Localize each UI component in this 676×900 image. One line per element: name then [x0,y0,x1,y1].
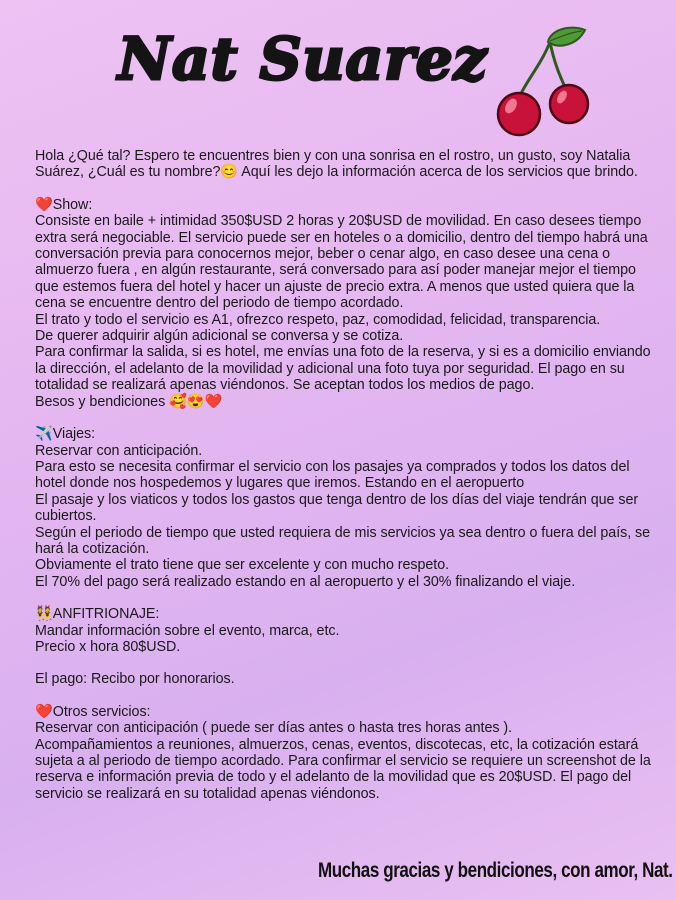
viajes-line: Reservar con anticipación. [35,442,203,459]
viajes-line: El 70% del pago será realizado estando en al aeropuerto y el 30% finalizando el viaje. [35,573,576,590]
show-line: Para confirmar la salida, si es hotel, me envías una foto de la reserva, y si es a domicilio enviando la dirección, el adelanto de la movilidad y adicional una foto tuya por seguridad. El pago en su totalidad se realizará apenas viéndonos. Se aceptan todos los medios de pago. [35,344,651,394]
cherry-icon [490,22,590,140]
show-line: Consiste en baile + intimidad 350$USD 2 horas y 20$USD de movilidad. En caso desees tiempo extra será negociable. El servicio puede ser en hoteles o a domicilio, dentro del tiempo habrá una conversación previa para conocernos mejor, beber o cenar algo, en caso desee una cena o almuerzo fuera , en algún restaurante, será conversado para así poder manejar mejor el tiempo que estemos fuera del hotel y hacer un ajuste de precio extra. A menos que usted quiera que la cena se encuentre dentro del periodo de tiempo acordado. [35,213,648,312]
otros-line: Reservar con anticipación ( puede ser días antes o hasta tres horas antes ). [35,720,512,737]
show-heading: ❤️Show: [35,196,93,213]
viajes-line: El pasaje y los viaticos y todos los gastos que tenga dentro de los días del viaje tendrán que ser cubiertos. [35,491,639,525]
intro-text: Hola ¿Qué tal? Espero te encuentres bien y con una sonrisa en el rostro, un gusto, soy Natalia Suárez, ¿Cuál es tu nombre?😊 Aquí les dejo la información acerca de los servicios que brindo. [35,148,638,181]
footer-signature: Muchas gracias y bendiciones, con amor, Nat. [318,858,673,882]
otros-line: Acompañamientos a reuniones, almuerzos, cenas, eventos, discotecas, etc, la cotización estará sujeta a al periodo de tiempo acordado. Para confirmar el servicio se requiere un screenshot de la reserva e información previa de todo y el adelanto de la movilidad que es 20$USD. El pago del servicio se realizará en su totalidad apenas viéndonos. [35,736,651,802]
header [0,0,676,140]
anfitrionaje-heading: 👯ANFITRIONAJE: [35,606,160,623]
viajes-line: Obviamente el trato tiene que ser excelente y con mucho respeto. [35,557,450,574]
show-line: El trato y todo el servicio es A1, ofrezco respeto, paz, comodidad, felicidad, transparencia. [35,311,601,328]
show-line: De querer adquirir algún adicional se conversa y se cotiza. [35,328,404,345]
show-line: Besos y bendiciones 🥰😍❤️ [35,393,223,410]
page-title: Nat Suarez [118,25,488,93]
otros-heading: ❤️Otros servicios: [35,703,151,720]
viajes-heading: ✈️Viajes: [35,426,96,443]
viajes-line: Según el periodo de tiempo que usted requiera de mis servicios ya sea dentro o fuera del país, se hará la cotización. [35,524,651,557]
viajes-line: Para esto se necesita confirmar el servicio con los pasajes ya comprados y todos los datos del hotel donde nos hospedemos y lugares que iremos. Estando en el aeropuerto [35,458,630,492]
anfitrionaje-line: Precio x hora 80$USD. [35,638,181,655]
payment-note: El pago: Recibo por honorarios. [35,671,235,688]
anfitrionaje-line: Mandar información sobre el evento, marca, etc. [35,622,340,639]
document-body [35,148,655,802]
